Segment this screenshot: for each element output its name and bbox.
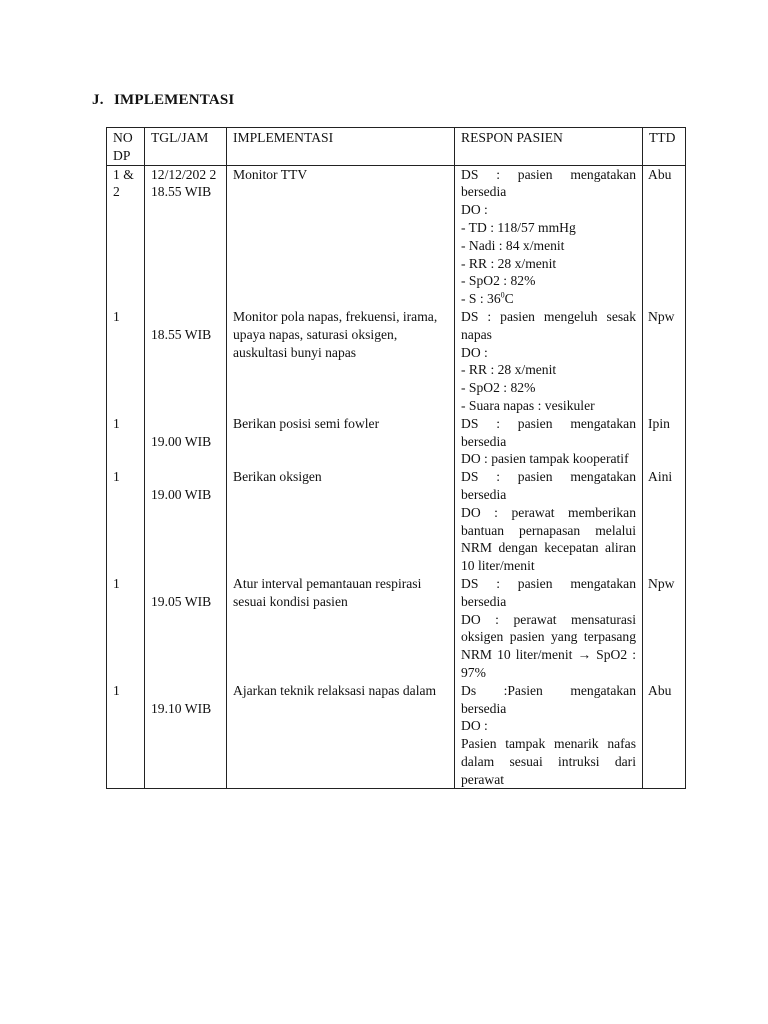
table-row: [107, 468, 686, 575]
cell-no-dp: 1: [107, 575, 145, 682]
section-number: J.: [92, 92, 104, 108]
respon-item: - Suara napas : vesikuler: [461, 397, 595, 413]
header-implementasi: IMPLEMENTASI: [227, 128, 455, 166]
cell-ttd: Abu: [643, 682, 686, 789]
respon-item: - SpO2 : 82%: [461, 273, 536, 289]
table-header-row: [107, 128, 686, 166]
cell-no-dp: 1: [107, 468, 145, 575]
cell-respon: [455, 165, 643, 308]
cell-implementasi: Berikan oksigen: [227, 468, 455, 575]
respon-ds: DS : pasien mengatakan bersedia: [461, 575, 636, 609]
row-time: 19.05 WIB: [151, 593, 212, 609]
header-ttd: TTD: [643, 128, 686, 166]
cell-respon: [455, 682, 643, 789]
respon-item: - SpO2 : 82%: [461, 380, 536, 396]
respon-ds: Ds :Pasien mengatakan bersedia: [461, 682, 636, 716]
temp-prefix: - S : 36: [461, 291, 501, 307]
cell-no-dp: 1: [107, 682, 145, 789]
table-row: [107, 308, 686, 415]
respon-do-label: DO :: [461, 344, 488, 360]
cell-no-dp: 1 & 2: [107, 165, 145, 308]
respon-do-label: DO :: [461, 202, 488, 218]
section-title: IMPLEMENTASI: [114, 92, 235, 108]
cell-ttd: Npw: [643, 308, 686, 415]
row-time: 18.55 WIB: [151, 326, 212, 342]
respon-do: DO : pasien tampak kooperatif: [461, 451, 629, 467]
table-row: [107, 575, 686, 682]
respon-item: - RR : 28 x/menit: [461, 362, 557, 378]
row-time: 19.00 WIB: [151, 433, 212, 449]
row-time: 18.55 WIB: [151, 184, 212, 200]
cell-implementasi: Atur interval pemantauan respirasi sesuai kondisi pasien: [227, 575, 455, 682]
respon-do-label: DO :: [461, 718, 488, 734]
row-time: 19.10 WIB: [151, 700, 212, 716]
cell-no-dp: 1: [107, 415, 145, 468]
header-respon-pasien: RESPON PASIEN: [455, 128, 643, 166]
section-heading: [92, 92, 234, 109]
table-row: [107, 682, 686, 789]
implementation-table: [106, 127, 686, 789]
cell-implementasi: Monitor pola napas, frekuensi, irama, upaya napas, saturasi oksigen, auskultasi bunyi napas: [227, 308, 455, 415]
cell-no-dp: 1: [107, 308, 145, 415]
header-tgl-jam: TGL/JAM: [145, 128, 227, 166]
cell-respon: [455, 468, 643, 575]
header-no-dp: NO DP: [107, 128, 145, 166]
cell-tgl-jam: [145, 575, 227, 682]
cell-tgl-jam: [145, 468, 227, 575]
cell-implementasi: Monitor TTV: [227, 165, 455, 308]
row-time: 19.00 WIB: [151, 486, 212, 502]
respon-item: - RR : 28 x/menit: [461, 255, 557, 271]
cell-tgl-jam: [145, 165, 227, 308]
table-row: [107, 165, 686, 308]
cell-tgl-jam: [145, 682, 227, 789]
cell-ttd: Aini: [643, 468, 686, 575]
respon-do: DO : perawat mensaturasi oksigen pasien yang terpasang NRM 10 liter/menit → SpO2 : 97%: [461, 611, 636, 680]
cell-ttd: Npw: [643, 575, 686, 682]
cell-ttd: Ipin: [643, 415, 686, 468]
cell-tgl-jam: [145, 415, 227, 468]
respon-ds: DS : pasien mengatakan bersedia: [461, 166, 636, 200]
respon-do: Pasien tampak menarik nafas dalam sesuai intruksi dari perawat: [461, 736, 636, 787]
cell-respon: [455, 308, 643, 415]
cell-implementasi: Berikan posisi semi fowler: [227, 415, 455, 468]
cell-ttd: Abu: [643, 165, 686, 308]
respon-item: - TD : 118/57 mmHg: [461, 219, 576, 235]
cell-respon: [455, 575, 643, 682]
respon-ds: DS : pasien mengatakan bersedia: [461, 415, 636, 449]
respon-ds: DS : pasien mengatakan bersedia: [461, 469, 636, 502]
respon-item: - Nadi : 84 x/menit: [461, 237, 565, 253]
respon-item-temperature: [461, 290, 636, 308]
temp-degree: 0: [500, 290, 505, 300]
temp-unit: C: [504, 291, 514, 307]
cell-tgl-jam: [145, 308, 227, 415]
row-date: 12/12/202 2: [151, 166, 217, 182]
respon-do: DO : perawat memberikan bantuan pernapasan melalui NRM dengan kecepatan aliran 10 liter/menit: [461, 504, 636, 574]
cell-respon: [455, 415, 643, 468]
respon-ds: DS : pasien mengeluh sesak napas: [461, 308, 636, 342]
cell-implementasi: Ajarkan teknik relaksasi napas dalam: [227, 682, 455, 789]
table-row: [107, 415, 686, 468]
